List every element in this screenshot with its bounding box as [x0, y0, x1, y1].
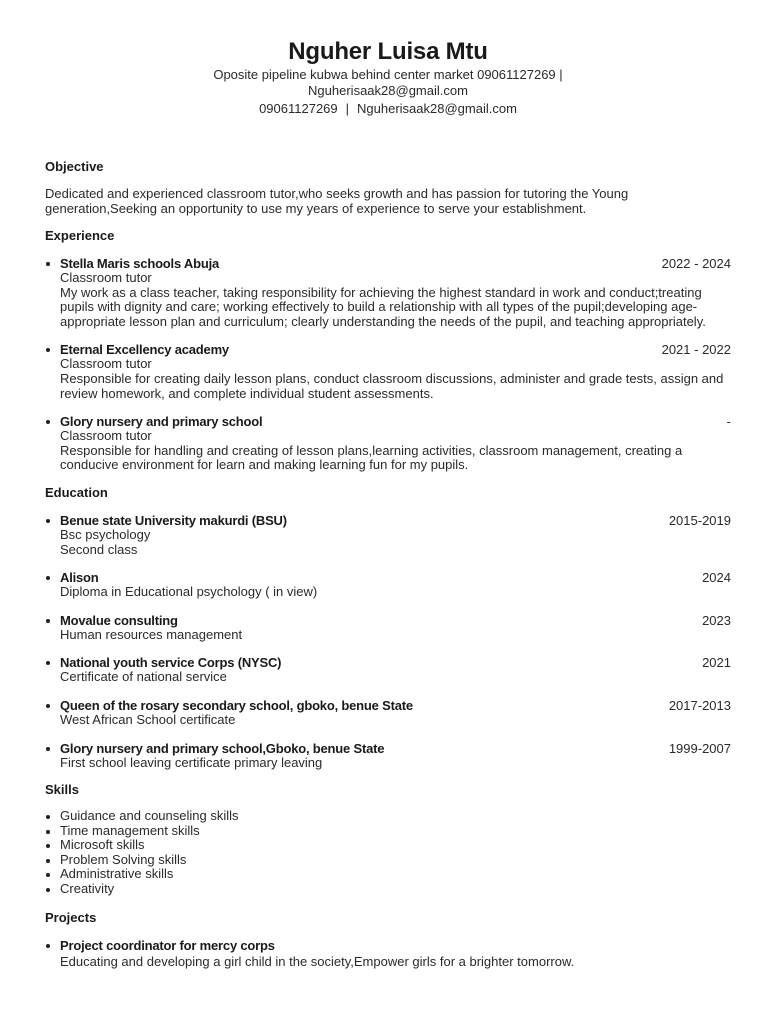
- education-date: 2015-2019: [668, 512, 731, 528]
- contact-line: [45, 101, 731, 117]
- experience-date: 2022 - 2024: [661, 256, 731, 271]
- experience-date: -: [726, 414, 731, 430]
- education-heading: Education: [45, 484, 108, 500]
- project-item: [45, 938, 731, 970]
- skill-item: Guidance and counseling skills: [45, 809, 731, 824]
- skills-list: [45, 809, 731, 897]
- experience-description: Responsible for creating daily lesson plans, conduct classroom discussions, administer and grade tests, assign and review homework, and complete individual student assessments.: [60, 370, 724, 401]
- skill-item: Administrative skills: [45, 867, 731, 882]
- address-line: Oposite pipeline kubwa behind center market 09061127269 |: [213, 67, 563, 82]
- education-degree: Diploma in Educational psychology ( in view): [60, 584, 318, 600]
- education-degree: Human resources management: [60, 626, 243, 642]
- education-degree: First school leaving certificate primary leaving: [60, 754, 323, 770]
- education-item: [45, 698, 731, 728]
- experience-date: 2021 - 2022: [661, 342, 731, 358]
- education-school: Alison: [60, 570, 99, 586]
- experience-heading: Experience: [45, 228, 115, 243]
- experience-org: Glory nursery and primary school: [60, 414, 263, 430]
- experience-item: [45, 342, 731, 401]
- education-item: [45, 741, 731, 771]
- experience-role: Classroom tutor: [60, 270, 152, 285]
- experience-description: My work as a class teacher, taking responsibility for achieving the highest standard in work and conduct;treating pupils with dignity and care; working effectively to build a relationship with all types of the pupil;developing age-appropriate lesson plan and curriculum; clearly understanding the needs of the pupil, and teaching appropriately.: [60, 284, 706, 329]
- education-date: 1999-2007: [668, 740, 731, 756]
- contact-separator: |: [345, 101, 350, 116]
- experience-role: Classroom tutor: [60, 428, 152, 444]
- education-school: Queen of the rosary secondary school, gboko, benue State: [60, 697, 413, 713]
- projects-list: [45, 938, 731, 970]
- candidate-name: Nguher Luisa Mtu: [288, 38, 488, 65]
- education-item: [45, 513, 731, 557]
- skill-item: Problem Solving skills: [45, 853, 731, 868]
- education-date: 2023: [702, 612, 731, 628]
- projects-heading: Projects: [45, 909, 97, 925]
- project-name: Project coordinator for mercy corps: [60, 937, 275, 953]
- education-school: Glory nursery and primary school,Gboko, benue State: [60, 740, 385, 756]
- skill-item: Time management skills: [45, 824, 731, 839]
- experience-description: Responsible for handling and creating of lesson plans,learning activities, classroom management, creating a conducive environment for learn and making learning fun for my pupils.: [60, 442, 683, 473]
- skills-heading: Skills: [45, 782, 79, 798]
- email-address: Nguherisaak28@gmail.com: [357, 101, 517, 116]
- experience-item: [45, 414, 731, 473]
- education-school: Benue state University makurdi (BSU): [60, 512, 287, 528]
- education-date: 2021: [702, 655, 731, 671]
- experience-role: Classroom tutor: [60, 356, 152, 372]
- education-item: [45, 613, 731, 643]
- phone-number: 09061127269: [259, 101, 338, 116]
- education-grade: Second class: [60, 541, 138, 557]
- experience-list: [45, 256, 731, 473]
- objective-heading: Objective: [45, 159, 104, 174]
- address-email: Nguherisaak28@gmail.com: [308, 83, 468, 98]
- skill-item: Microsoft skills: [45, 838, 731, 853]
- experience-org: Eternal Excellency academy: [60, 342, 229, 358]
- education-degree: Certificate of national service: [60, 669, 227, 685]
- education-degree: Bsc psychology: [60, 526, 151, 542]
- education-degree: West African School certificate: [60, 711, 236, 727]
- education-list: [45, 513, 731, 770]
- skill-item: Creativity: [45, 882, 731, 897]
- objective-text: Dedicated and experienced classroom tutor,who seeks growth and has passion for tutoring the Young generation,Seeking an opportunity to use my years of experience to serve your establishment.: [45, 186, 629, 216]
- education-date: 2017-2013: [668, 697, 731, 713]
- resume-header: [45, 0, 731, 117]
- education-item: [45, 655, 731, 685]
- experience-item: [45, 256, 731, 329]
- education-school: Movalue consulting: [60, 612, 178, 628]
- address-block: [45, 67, 731, 99]
- education-school: National youth service Corps (NYSC): [60, 655, 282, 671]
- experience-org: Stella Maris schools Abuja: [60, 256, 220, 271]
- education-item: [45, 570, 731, 600]
- project-description: Educating and developing a girl child in the society,Empower girls for a brighter tomorrow.: [60, 953, 575, 969]
- education-date: 2024: [702, 570, 731, 586]
